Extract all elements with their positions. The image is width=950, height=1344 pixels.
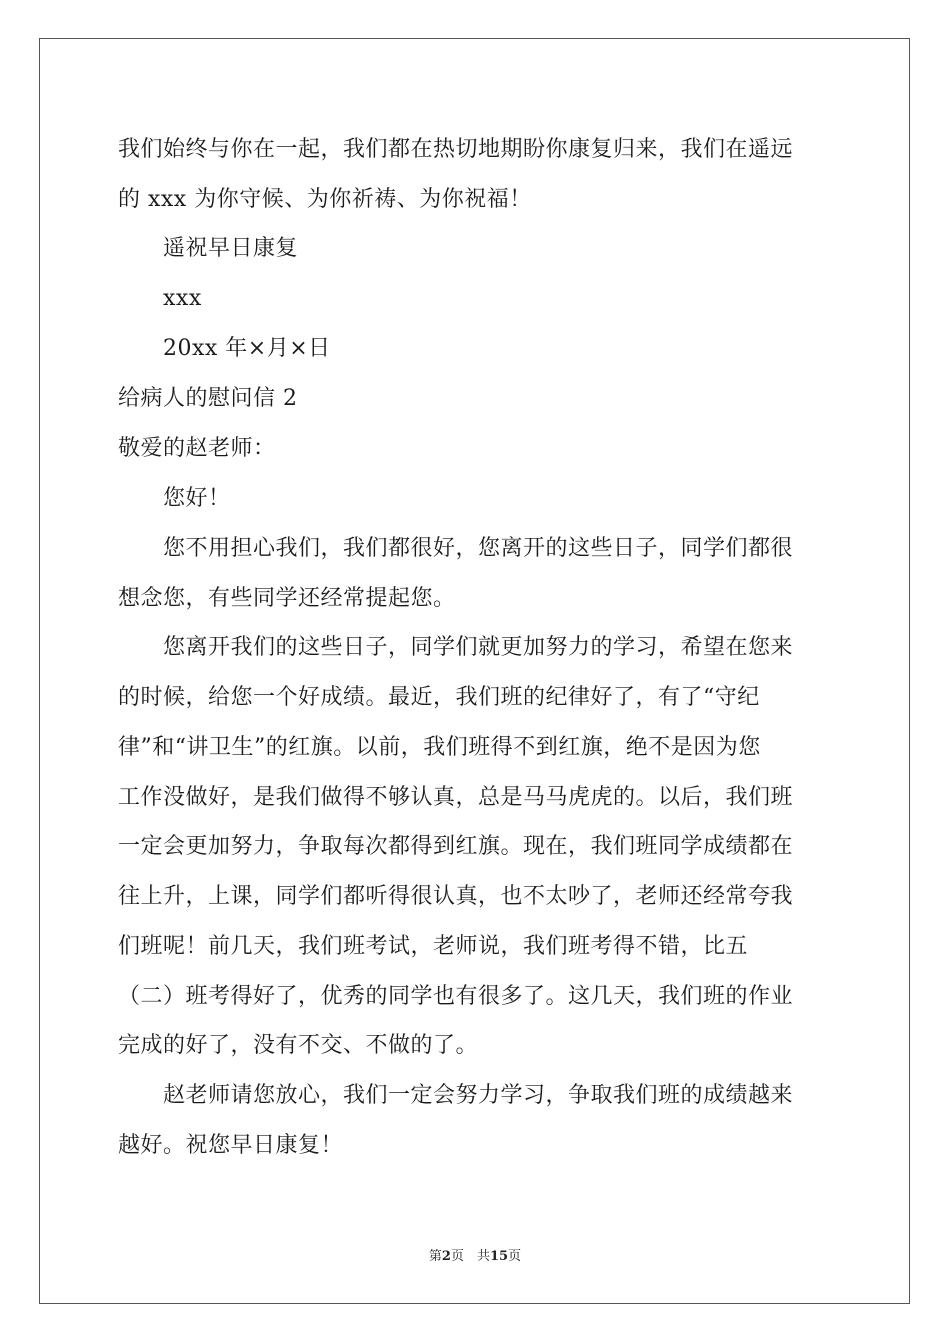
page-border: [39, 38, 910, 1304]
signature: xxx: [163, 286, 202, 311]
text-line: 们班呢！前几天，我们班考试，老师说，我们班考得不错，比五: [118, 934, 749, 959]
current-page-number: 2: [441, 1249, 451, 1264]
page-footer: [0, 1245, 950, 1264]
text-line: 律”和“讲卫生”的红旗。以前，我们班得不到红旗，绝不是因为您: [118, 735, 761, 760]
closing-wish: 遥祝早日康复: [163, 236, 299, 261]
footer-mid: 页 共: [450, 1249, 490, 1264]
text-line: 我们始终与你在一起，我们都在热切地期盼你康复归来，我们在遥远: [118, 137, 794, 162]
text-line: 一定会更加努力，争取每次都得到红旗。现在，我们班同学成绩都在: [118, 834, 794, 859]
total-page-count: 15: [489, 1249, 509, 1264]
footer-suffix: 页: [508, 1249, 522, 1264]
text-line: 您离开我们的这些日子，同学们就更加努力的学习，希望在您来: [163, 635, 794, 660]
text-line: 往上升，上课，同学们都听得很认真，也不太吵了，老师还经常夸我: [118, 884, 794, 909]
date-line: 20xx 年×月×日: [163, 336, 331, 361]
text-line: 越好。祝您早日康复！: [118, 1133, 344, 1158]
text-line: 想念您，有些同学还经常提起您。: [118, 586, 456, 611]
text-line: 您不用担心我们，我们都很好，您离开的这些日子，同学们都很: [163, 536, 794, 561]
text-line: 的 xxx 为你守候、为你祈祷、为你祝福！: [118, 187, 532, 212]
text-line: 赵老师请您放心，我们一定会努力学习，争取我们班的成绩越来: [163, 1083, 794, 1108]
text-line: （二）班考得好了，优秀的同学也有很多了。这几天，我们班的作业: [118, 984, 794, 1009]
salutation: 敬爱的赵老师：: [118, 436, 276, 461]
section-title: 给病人的慰问信 2: [118, 386, 298, 411]
text-line: 工作没做好，是我们做得不够认真，总是马马虎虎的。以后，我们班: [118, 785, 794, 810]
greeting: 您好！: [163, 486, 231, 511]
text-line: 完成的好了，没有不交、不做的了。: [118, 1033, 479, 1058]
text-line: 的时候，给您一个好成绩。最近，我们班的纪律好了，有了“守纪: [118, 685, 760, 710]
footer-prefix: 第: [428, 1249, 442, 1264]
